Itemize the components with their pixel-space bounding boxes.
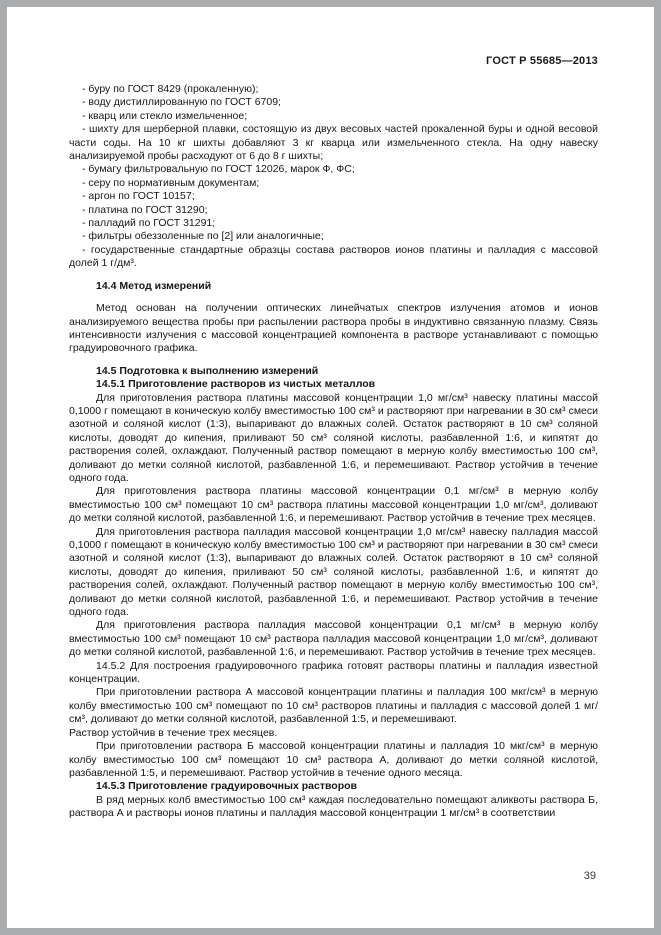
list-item: - аргон по ГОСТ 10157; — [82, 190, 195, 203]
list-item: - государственные стандартные образцы состава растворов ионов платины и палладия с массовой долей 1 г/дм³. — [69, 243, 598, 270]
paragraph: В ряд мерных колб вместимостью 100 см³ каждая последовательно помещают аликвоты раствора Б, раствора А и растворы ионов платины и палладия массовой концентрации 1 мг/см³ в соответствии — [69, 793, 598, 820]
list-item: - шихту для шерберной плавки, состоящую из двух весовых частей прокаленной буры и одной весовой части соды. На 10 кг шихты добавляют 3 кг кварца или измельченного стекла. На одну навеску анализируемой пробы расходуют от 6 до 8 г шихты; — [69, 123, 598, 163]
section-heading: 14.5.3 Приготовление градуировочных растворов — [96, 780, 357, 793]
paragraph: Метод основан на получении оптических линейчатых спектров излучения атомов и ионов анализируемого вещества пробы при распылении раствора пробы в индуктивно связанную плазму. Связь интенсивности излучения с массовой концентрацией компонента в растворе устанавливают с помощью градуировочного графика. — [69, 302, 598, 355]
document-body — [69, 83, 598, 821]
list-item: - платина по ГОСТ 31290; — [82, 203, 208, 216]
standard-designation: ГОСТ Р 55685—2013 — [486, 55, 598, 67]
list-item: - фильтры обеззоленные по [2] или аналогичные; — [82, 230, 324, 243]
paragraph: Для приготовления раствора палладия массовой концентрации 1,0 мг/см³ навеску палладия массой 0,1000 г помещают в коническую колбу вместимостью 100 см³ и растворяют при нагревании в 30 см³ смеси азотной и соляной кислот (1:3), выпаривают до влажных солей. Остаток растворяют в 10 см³ соляной кислоты, доводят до кипения, приливают 50 см³ соляной кислоты, разбавленной 1:6, и кипятят до растворения солей, охлаждают. Полученный раствор помещают в мерную колбу вместимостью 100 см³, доливают до метки соляной кислотой, разбавленной 1:6, и перемешивают. Раствор устойчив в течение одного года. — [69, 525, 598, 619]
list-item: - буру по ГОСТ 8429 (прокаленную); — [82, 83, 259, 95]
paragraph: Для приготовления раствора платины массовой концентрации 0,1 мг/см³ в мерную колбу вместимостью 100 см³ помещают 10 см³ раствора платины массовой концентрации 1,0 мг/см³, доливают до метки соляной кислотой, разбавленной 1:6, и перемешивают. Раствор устойчив в течение трех месяцев. — [69, 485, 598, 525]
paragraph: Для приготовления раствора платины массовой концентрации 1,0 мг/см³ навеску платины массой 0,1000 г помещают в коническую колбу вместимостью 100 см³ и растворяют при нагревании в 30 см³ смеси азотной и соляной кислот (1:3), выпаривают до влажных солей. Остаток растворяют в 10 см³ соляной кислоты, доводят до кипения, приливают 50 см³ соляной кислоты, разбавленной 1:6, и кипятят до растворения солей, охлаждают. Полученный раствор помещают в мерную колбу вместимостью 100 см³, доливают до метки соляной кислотой, разбавленной 1:6, и перемешивают. Раствор устойчив в течение одного года. — [69, 391, 598, 484]
list-item: - палладий по ГОСТ 31291; — [82, 217, 216, 230]
paragraph: Для приготовления раствора палладия массовой концентрации 0,1 мг/см³ в мерную колбу вместимостью 100 см³ помещают 10 см³ раствора палладия массовой концентрации 1,0 мг/см³, доливают до метки соляной кислотой, разбавленной 1:6, и перемешивают. Раствор устойчив в течение трех месяцев. — [69, 619, 598, 659]
list-item: - кварц или стекло измельченное; — [82, 109, 248, 122]
paragraph: 14.5.2 Для построения градуировочного графика готовят растворы платины и палладия известной концентрации. — [69, 659, 598, 686]
document-page — [7, 7, 654, 928]
section-heading: 14.4 Метод измерений — [96, 279, 212, 292]
list-item: - серу по нормативным документам; — [82, 176, 260, 189]
page-number: 39 — [583, 870, 596, 882]
list-item: - бумагу фильтровальную по ГОСТ 12026, марок Ф, ФС; — [82, 163, 355, 176]
paragraph: При приготовлении раствора Б массовой концентрации платины и палладия 10 мкг/см³ в мерную колбу вместимостью 100 см³ помещают 10 см³ раствора А, доливают до метки соляной кислотой, разбавленной 1:5, и перемешивают. Раствор устойчив в течение одного месяца. — [69, 740, 598, 779]
section-heading: 14.5.1 Приготовление растворов из чистых металлов — [96, 378, 376, 391]
list-item: - воду дистиллированную по ГОСТ 6709; — [82, 96, 281, 109]
section-heading: 14.5 Подготовка к выполнению измерений — [96, 364, 319, 377]
paragraph: При приготовлении раствора А массовой концентрации платины и палладия 100 мкг/см³ в мерную колбу вместимостью 100 см³ помещают по 10 см³ растворов платины и палладия с массовой долей 1 мг/см³, доливают до метки соляной кислотой, разбавленной 1:5, и перемешивают. — [69, 686, 598, 726]
paragraph: Раствор устойчив в течение трех месяцев. — [69, 726, 278, 739]
